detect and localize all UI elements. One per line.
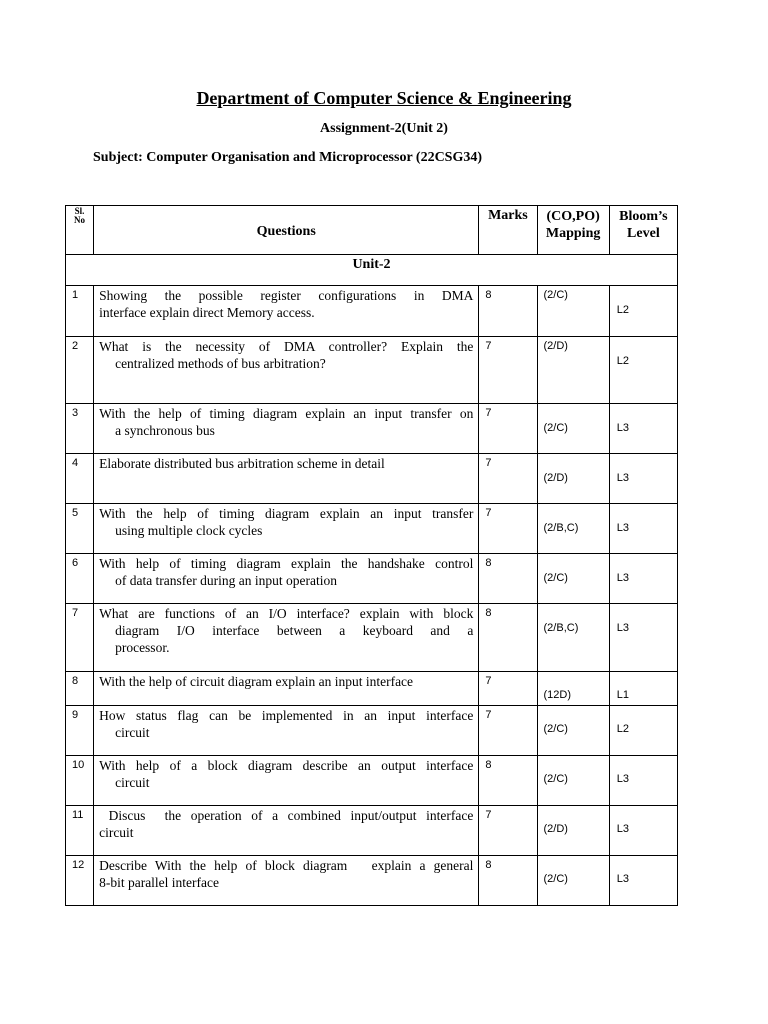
unit-row — [66, 255, 678, 286]
question-line: a synchronous bus — [115, 423, 215, 438]
co-po-mapping: (2/D) — [537, 337, 609, 404]
question-text — [94, 806, 479, 856]
header-co-line1: (CO,PO) — [546, 209, 600, 224]
sl-no: 1 — [66, 286, 94, 337]
table-row — [66, 337, 678, 404]
sl-no: 4 — [66, 454, 94, 504]
co-po-mapping: (2/D) — [537, 806, 609, 856]
header-bloom-line1: Bloom’s — [619, 209, 668, 224]
table-row — [66, 856, 678, 906]
co-po-mapping: (2/C) — [537, 756, 609, 806]
question-text — [94, 454, 479, 504]
page-title: Department of Computer Science & Engineering — [196, 88, 572, 108]
question-text — [94, 504, 479, 554]
question-text — [94, 672, 479, 706]
marks: 7 — [479, 806, 537, 856]
question-line: 8-bit parallel interface — [99, 875, 220, 890]
question-line: circuit — [115, 775, 150, 790]
sl-no: 9 — [66, 706, 94, 756]
question-text — [94, 604, 479, 672]
table-row — [66, 454, 678, 504]
marks: 7 — [479, 404, 537, 454]
question-line: of data transfer during an input operation — [115, 573, 338, 588]
marks: 8 — [479, 756, 537, 806]
table-row — [66, 604, 678, 672]
blooms-level: L2 — [609, 706, 677, 756]
question-line: interface explain direct Memory access. — [99, 305, 315, 320]
table-row — [66, 706, 678, 756]
sl-no: 10 — [66, 756, 94, 806]
header-marks: Marks — [479, 206, 537, 255]
co-po-mapping: (2/C) — [537, 554, 609, 604]
question-line: diagram I/O interface between a keyboard and a — [115, 623, 474, 638]
question-line: processor. — [115, 640, 170, 655]
question-text — [94, 337, 479, 404]
question-text — [94, 554, 479, 604]
blooms-level: L3 — [609, 554, 677, 604]
blooms-level: L3 — [609, 404, 677, 454]
header-sl-line2: No — [74, 215, 86, 225]
table-row — [66, 672, 678, 706]
marks: 8 — [479, 604, 537, 672]
co-po-mapping: (2/C) — [537, 706, 609, 756]
table-row — [66, 286, 678, 337]
header-sl-no — [66, 206, 94, 255]
marks: 7 — [479, 337, 537, 404]
blooms-level: L2 — [609, 286, 677, 337]
header-questions: Questions — [94, 206, 479, 255]
marks: 7 — [479, 672, 537, 706]
table-header-row — [66, 206, 678, 255]
question-text — [94, 706, 479, 756]
blooms-level: L3 — [609, 504, 677, 554]
header-blooms-level — [609, 206, 677, 255]
blooms-level: L3 — [609, 856, 677, 906]
question-line: Showing the possible register configurations in DMA — [99, 288, 474, 303]
sl-no: 7 — [66, 604, 94, 672]
question-text — [94, 856, 479, 906]
marks: 7 — [479, 504, 537, 554]
assignment-title: Assignment-2(Unit 2) — [320, 121, 448, 136]
header-sl-line1: Sl. — [74, 206, 85, 216]
question-text — [94, 756, 479, 806]
marks: 8 — [479, 554, 537, 604]
question-text — [94, 404, 479, 454]
co-po-mapping: (2/B,C) — [537, 504, 609, 554]
marks: 7 — [479, 454, 537, 504]
co-po-mapping: (2/B,C) — [537, 604, 609, 672]
sl-no: 5 — [66, 504, 94, 554]
question-line: centralized methods of bus arbitration? — [115, 356, 326, 371]
table-row — [66, 504, 678, 554]
question-line: What is the necessity of DMA controller? Explain the — [99, 339, 474, 354]
question-line: circuit — [115, 725, 150, 740]
blooms-level: L3 — [609, 454, 677, 504]
blooms-level: L2 — [609, 337, 677, 404]
table-row — [66, 554, 678, 604]
question-line: How status flag can be implemented in an input interface — [99, 708, 474, 723]
marks: 8 — [479, 856, 537, 906]
sl-no: 2 — [66, 337, 94, 404]
question-line: With the help of circuit diagram explain an input interface — [99, 674, 414, 689]
unit-label: Unit-2 — [66, 255, 678, 286]
blooms-level: L3 — [609, 756, 677, 806]
question-line: With the help of timing diagram explain an input transfer on — [99, 406, 474, 421]
question-line: Elaborate distributed bus arbitration scheme in detail — [99, 456, 385, 471]
table-row — [66, 404, 678, 454]
co-po-mapping: (2/D) — [537, 454, 609, 504]
question-line: circuit — [99, 825, 134, 840]
sl-no: 12 — [66, 856, 94, 906]
question-line: What are functions of an I/O interface? explain with block — [99, 606, 474, 621]
questions-table — [65, 205, 678, 906]
blooms-level: L3 — [609, 604, 677, 672]
question-text — [94, 286, 479, 337]
header-bloom-line2: Level — [627, 226, 660, 241]
question-line: With help of a block diagram describe an output interface — [99, 758, 474, 773]
blooms-level: L1 — [609, 672, 677, 706]
question-line: using multiple clock cycles — [115, 523, 263, 538]
co-po-mapping: (2/C) — [537, 286, 609, 337]
sl-no: 11 — [66, 806, 94, 856]
question-line: Describe With the help of block diagram explain a general — [99, 858, 474, 873]
co-po-mapping: (12D) — [537, 672, 609, 706]
question-line: With the help of timing diagram explain an input transfer — [99, 506, 474, 521]
table-row — [66, 756, 678, 806]
question-line: With help of timing diagram explain the handshake control — [99, 556, 474, 571]
header-co-line2: Mapping — [545, 226, 601, 241]
subject-line: Subject: Computer Organisation and Microprocessor (22CSG34) — [93, 150, 483, 165]
marks: 7 — [479, 706, 537, 756]
header-co-po-mapping — [537, 206, 609, 255]
marks: 8 — [479, 286, 537, 337]
co-po-mapping: (2/C) — [537, 404, 609, 454]
sl-no: 3 — [66, 404, 94, 454]
blooms-level: L3 — [609, 806, 677, 856]
sl-no: 8 — [66, 672, 94, 706]
question-line: Discus the operation of a combined input/output interface — [99, 808, 474, 823]
table-row — [66, 806, 678, 856]
co-po-mapping: (2/C) — [537, 856, 609, 906]
sl-no: 6 — [66, 554, 94, 604]
